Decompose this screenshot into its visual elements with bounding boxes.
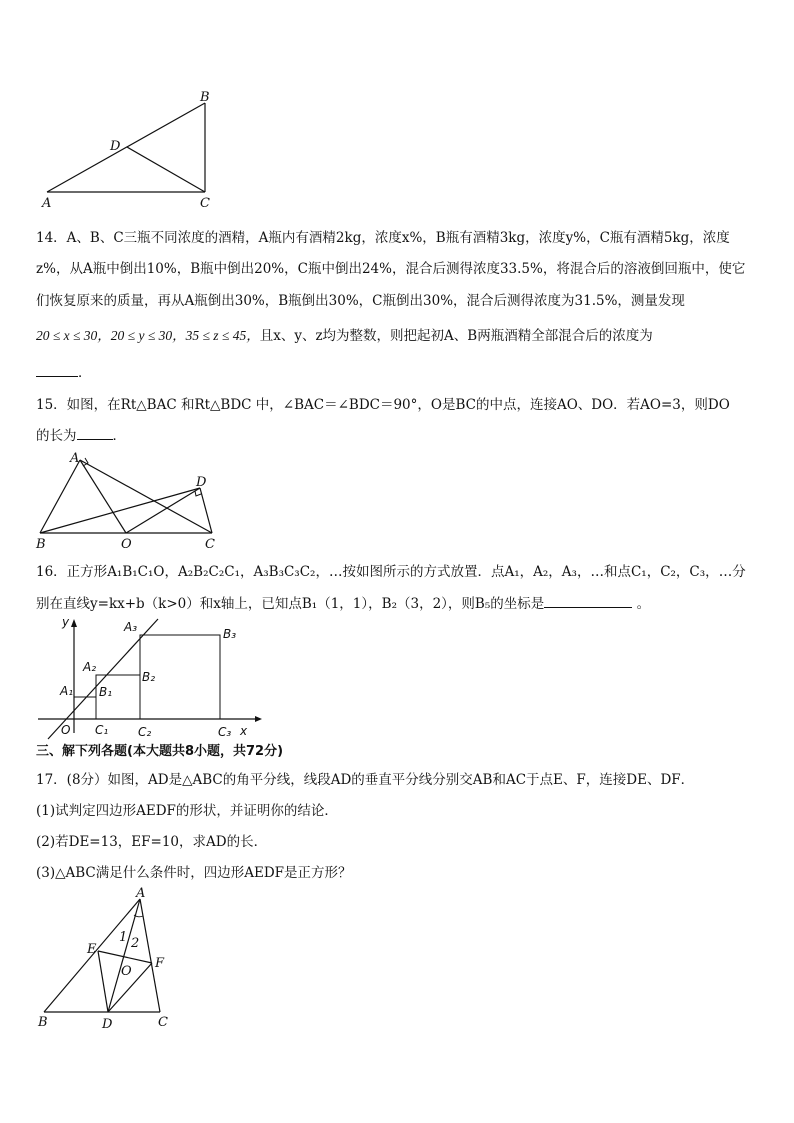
q16-point-b2: B₂（3，2）， [381,596,462,612]
angle-bisector-diagram [30,885,190,1035]
q15-line2-text: 的长为 [36,428,77,444]
label-D: D [196,475,207,490]
label-O: O [61,723,71,737]
label-y-axis: y [62,615,70,629]
label-C3: C₃ [218,725,232,739]
figure-q15 [30,448,230,554]
q15-line1: 15．如图，在Rt△BAC 和Rt△BDC 中，∠BAC＝∠BDC＝90°，O是BC的中点，连接AO、DO．若AO=3，则DO [36,397,730,413]
q15-line2 [36,425,126,446]
label-C: C [205,537,215,552]
label-E: E [87,942,97,957]
label-B2: B₂ [142,670,156,684]
q16-line1 [36,562,746,582]
q14-end: ． [78,365,92,381]
figure-q17 [30,885,190,1035]
label-B: B [200,90,210,105]
label-F: F [155,956,165,971]
label-D: D [102,1017,113,1032]
q16-square-3: A₃B₃C₃C₂， [253,564,329,580]
label-A2: A₂ [83,660,97,674]
q16-line2 [36,593,650,614]
q16-points-c: C₁，C₂，C₃， [630,564,719,580]
triangle-abc-diagram [30,85,230,215]
label-O: O [121,537,132,552]
q17-part2: (2)若DE=13，EF=10，求AD的长． [36,834,268,850]
q16-square-2: A₂B₂C₂C₁， [178,564,254,580]
q15-answer-blank[interactable] [77,425,113,440]
q14-line1: 14．A、B、C三瓶不同浓度的酒精，A瓶内有酒精2kg，浓度x%，B瓶有酒精3kg，浓度y%，C瓶有酒精5kg，浓度 [36,230,730,246]
q17-part1: (1)试判定四边形AEDF的形状，并证明你的结论． [36,803,338,819]
q14-answer-blank[interactable] [36,362,78,377]
label-A: A [70,451,80,466]
q16-points-a: A₁，A₂，A₃， [504,564,591,580]
label-B: B [36,537,46,552]
label-C: C [200,196,210,211]
q16-square-1: A₁B₁C₁O， [107,564,178,580]
label-A: A [42,196,52,211]
q16-text-5: 别在直线y=kx+b（k>0）和x轴上，已知点 [36,596,302,612]
label-O: O [121,964,132,979]
label-angle-1: 1 [119,930,128,945]
label-x-axis: x [240,724,248,738]
q16-end: 。 [636,596,651,612]
label-C2: C₂ [138,725,152,739]
q14-line2: z%，从A瓶中倒出10%，B瓶中倒出20%，C瓶中倒出24%，混合后测得浓度33.5%，将混合后的溶液倒回瓶中，使它 [36,261,746,277]
q14-inequalities: 20 ≤ x ≤ 30，20 ≤ y ≤ 30，35 ≤ z ≤ 45， [36,328,260,343]
label-angle-2: 2 [131,936,140,951]
q16-text-1: 16．正方形 [36,564,108,580]
right-triangles-diagram [30,448,230,554]
label-A1: A₁ [60,684,74,698]
label-C: C [158,1015,168,1030]
squares-on-line-diagram [30,613,270,741]
q15-end: ． [112,428,126,444]
q16-answer-blank[interactable] [544,593,632,608]
label-A: A [136,886,146,901]
label-A3: A₃ [124,620,138,634]
q16-point-b1: B₁（1，1）， [301,596,382,612]
section-3-title: 三、解下列各题(本大题共8小题，共72分) [36,744,284,759]
q16-text-2: …按如图所示的方式放置．点 [328,564,505,580]
label-C1: C₁ [95,723,109,737]
q16-text-6: 则B₅的坐标是 [461,596,545,612]
figure-q16 [30,613,270,741]
figure-q13 [30,85,230,215]
q14-line4-text: 且x、y、z均为整数，则把起初A、B两瓶酒精全部混合后的浓度为 [259,328,653,344]
label-B: B [38,1015,48,1030]
label-D: D [110,139,121,154]
q17-part3: (3)△ABC满足什么条件时，四边形AEDF是正方形？ [36,865,352,881]
q17-line1: 17．(8分）如图，AD是△ABC的角平分线，线段AD的垂直平分线分别交AB和AC于点E、F，连接DE、DF． [36,772,695,788]
q14-line4 [36,326,653,346]
label-B1: B₁ [99,685,113,699]
q14-line5 [36,362,92,383]
label-B3: B₃ [223,627,237,641]
q16-text-4: …分 [718,564,746,580]
q14-line3: 们恢复原来的质量，再从A瓶倒出30%，B瓶倒出30%，C瓶倒出30%，混合后测得浓度为31.5%，测量发现 [36,293,685,309]
q16-text-3: …和点 [590,564,631,580]
